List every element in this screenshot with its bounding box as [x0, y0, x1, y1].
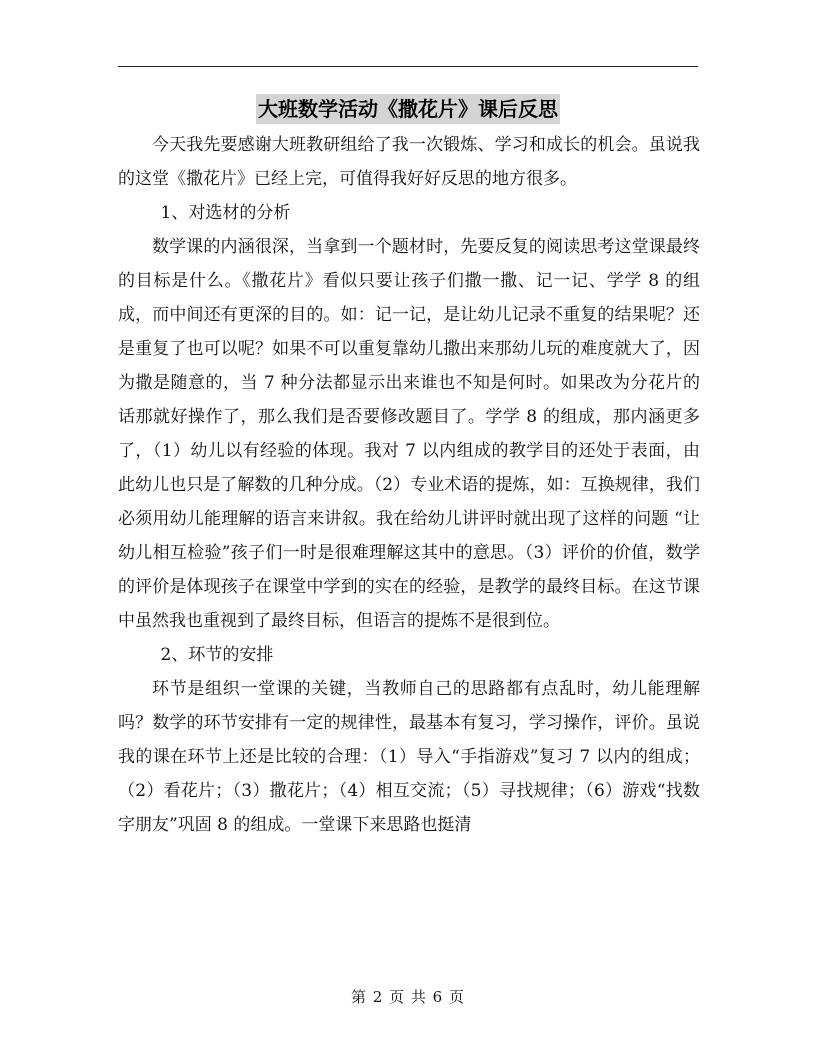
paragraph-material-analysis: 数学课的内涵很深，当拿到一个题材时，先要反复的阅读思考这堂课最终的目标是什么。《撒花片》看似只要让孩子们撒一撒、记一记、学学 8 的组成，而中间还有更深的目的。如：记一记，是让幼儿记录不重复的结果呢？还是重复了也可以呢？如果不可以重复靠幼儿撒出来那幼儿玩的难度就大了，因为撒是随意的，当 7 种分法都显示出来谁也不知是何时。如果改为分花片的话那就好操作了，那么我们是否要修改题目了。学学 8 的组成，那内涵更多了，（1）幼儿以有经验的体现。我对 7 以内组成的教学目的还处于表面，由此幼儿也只是了解数的几种分成。（2）专业术语的提炼，如：互换规律，我们必须用幼儿能理解的语言来讲叙。我在给幼儿讲评时就出现了这样的问题 “让幼儿相互检验”孩子们一时是很难理解这其中的意思。（3）评价的价值，数学的评价是体现孩子在课堂中学到的实在的经验，是教学的最终目标。在这节课中虽然我也重视到了最终目标，但语言的提炼不是很到位。: [118, 237, 700, 631]
paragraph-segment-arrangement: 环节是组织一堂课的关键，当教师自己的思路都有点乱时，幼儿能理解吗？数学的环节安排有一定的规律性，最基本有复习，学习操作，评价。虽说我的课在环节上还是比较的合理：（1）导入“手指游戏”复习 7 以内的组成；（2）看花片；（3）撒花片；（4）相互交流；（5）寻找规律；（6）游戏“找数字朋友”巩固 8 的组成。一堂课下来思路也挺清: [118, 679, 700, 835]
page-number: 第 2 页 共 6 页: [351, 988, 465, 1006]
section-heading-2: 2、环节的安排: [160, 645, 274, 665]
document-body: [118, 128, 700, 842]
document-title: 大班数学活动《撒花片》课后反思: [256, 94, 560, 124]
title-block: [0, 94, 816, 124]
header-rule: [118, 66, 698, 67]
paragraph-intro: 今天我先要感谢大班教研组给了我一次锻炼、学习和成长的机会。虽说我的这堂《撒花片》已经上完，可值得我好好反思的地方很多。: [118, 135, 700, 189]
section-heading-1: 1、对选材的分析: [160, 203, 291, 223]
